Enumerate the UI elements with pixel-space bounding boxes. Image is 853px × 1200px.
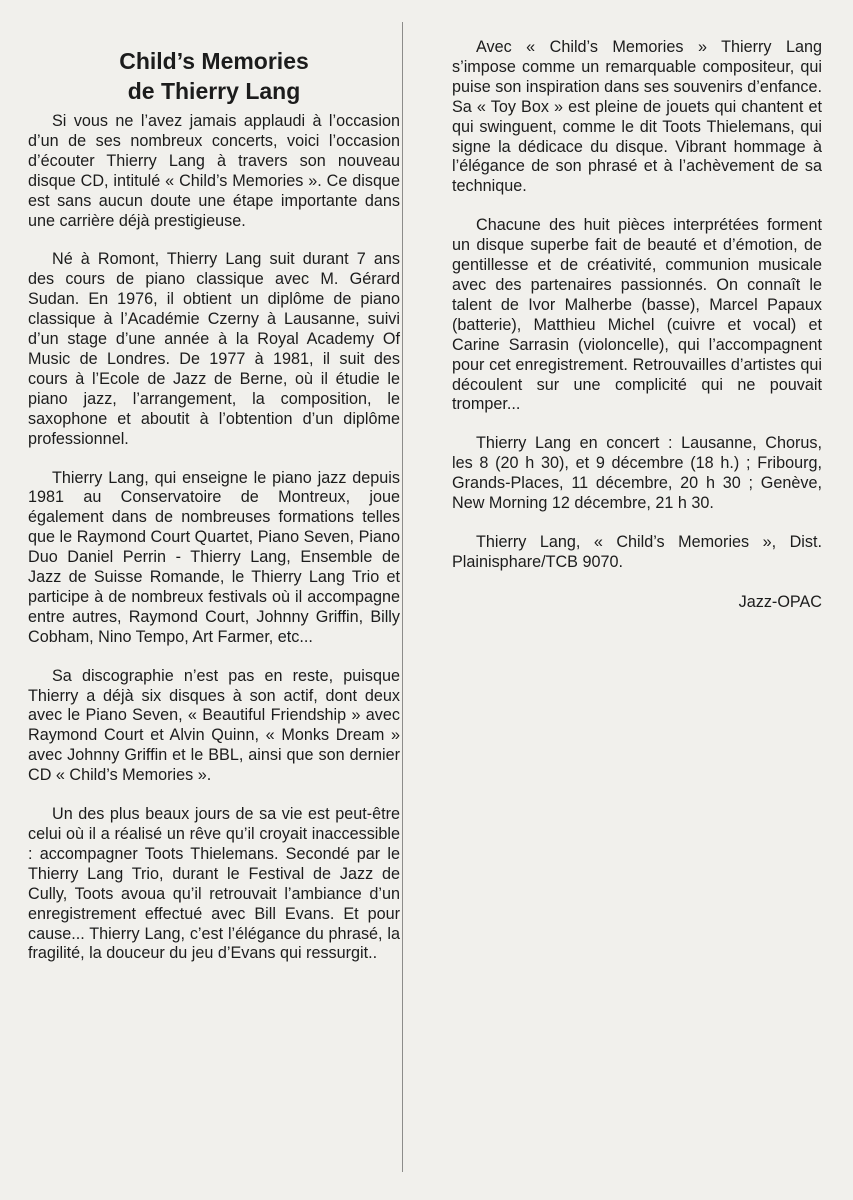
title-line-2: de Thierry Lang	[127, 78, 301, 104]
toots-paragraph: Un des plus beaux jours de sa vie est peut-être celui où il a réalisé un rêve qu’il croyait inaccessible : accompagner Toots Thielemans. Secondé par le Thierry Lang Trio, durant le Festival de Jazz de Cully, Toots avoua qu’il retrouvait l’ambiance d’un enregistrement effectué avec Bill Evans. Et pour cause... Thierry Lang, c’est l’élégance du phrasé, la fragilité, la douceur du jeu d’Evans qui ressurgit..	[28, 805, 400, 963]
teaching-paragraph: Thierry Lang, qui enseigne le piano jazz depuis 1981 au Conservatoire de Montreux, joue également dans de nombreuses formations telles que le Raymond Court Quartet, Piano Seven, Piano Duo Daniel Perrin - Thierry Lang, Ensemble de Jazz de Suisse Romande, le Thierry Lang Trio et participe à de nombreux festivals où il accompagne entre autres, Raymond Court, Johnny Griffin, Billy Cobham, Nino Tempo, Art Farmer, etc...	[28, 468, 400, 646]
article-title	[28, 46, 400, 106]
left-column	[28, 0, 400, 983]
column-divider	[402, 22, 403, 1172]
concert-dates-paragraph: Thierry Lang en concert : Lausanne, Chorus, les 8 (20 h 30), et 9 décembre (18 h.) ; Fribourg, Grands-Places, 11 décembre, 20 h 30 ; Genève, New Morning 12 décembre, 21 h 30.	[452, 434, 822, 513]
discography-paragraph: Sa discographie n’est pas en reste, puisque Thierry a déjà six disques à son actif, dont deux avec le Piano Seven, « Beautiful Friendship » avec Raymond Court et Alvin Quinn, « Monks Dream » avec Johnny Griffin et le BBL, ainsi que son dernier CD « Child’s Memories ».	[28, 666, 400, 785]
author-signature: Jazz-OPAC	[738, 592, 822, 611]
distribution-paragraph: Thierry Lang, « Child’s Memories », Dist. Plainisphare/TCB 9070.	[452, 532, 822, 571]
album-paragraph: Avec « Child’s Memories » Thierry Lang s’impose comme un remarquable compositeur, qui puise son inspiration dans ses souvenirs d’enfance. Sa « Toy Box » est pleine de jouets qui chantent et qui swinguent, comme le dit Toots Thielemans, qui signe la dédicace du disque. Vibrant hommage à l’élégance de son phrasé et à l’achèvement de sa technique.	[452, 38, 822, 196]
title-line-1: Child’s Memories	[119, 48, 309, 74]
biography-paragraph: Né à Romont, Thierry Lang suit durant 7 ans des cours de piano classique avec M. Gérard Sudan. En 1976, il obtient un diplôme de piano classique à l’Académie Czerny à Lausanne, suivi d’un stage d’une année à la Royal Academy Of Music de Londres. De 1977 à 1981, il suit des cours à l’Ecole de Jazz de Berne, où il étudie le piano jazz, l’arrangement, la composition, le saxophone et aboutit à l’obtention d’un diplôme professionnel.	[28, 250, 400, 448]
musicians-paragraph: Chacune des huit pièces interprétées forment un disque superbe fait de beauté et d’émotion, de gentillesse et de créativité, communion musicale avec des partenaires passionnés. On connaît le talent de Ivor Malherbe (basse), Marcel Papaux (batterie), Matthieu Michel (cuivre et vocal) et Carine Sarrasin (violoncelle), qui l’accompagnent pour cet enregistrement. Retrouvailles d’artistes qui découlent sur une complicité qui ne pouvait tromper...	[452, 216, 822, 414]
right-column	[452, 0, 822, 612]
intro-paragraph: Si vous ne l’avez jamais applaudi à l’occasion d’un de ses nombreux concerts, voici l’occasion d’écouter Thierry Lang à travers son nouveau disque CD, intitulé « Child’s Memories ». Ce disque est sans aucun doute une étape importante dans une carrière déjà prestigieuse.	[28, 112, 400, 230]
